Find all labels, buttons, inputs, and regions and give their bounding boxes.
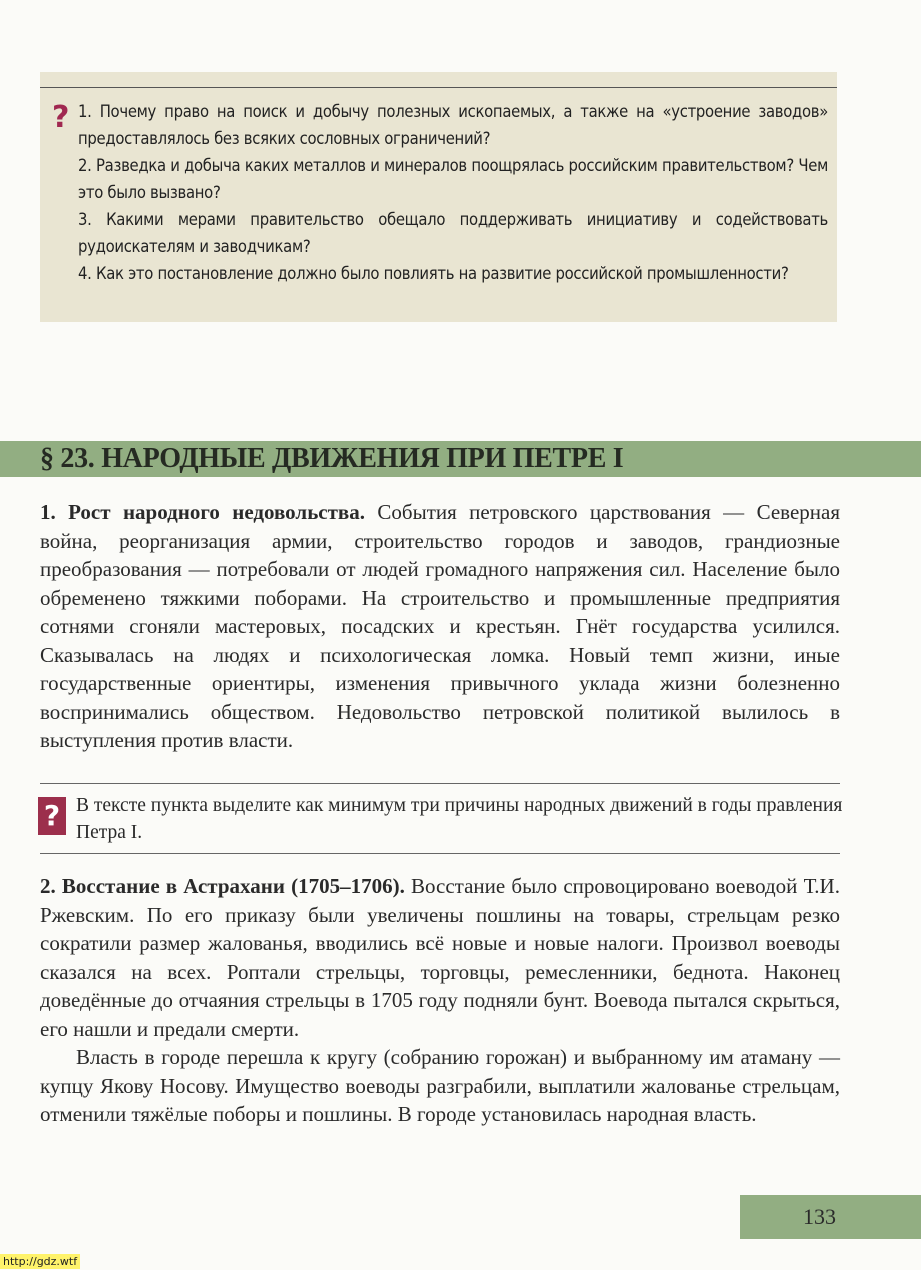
divider (40, 783, 840, 784)
page-number-box (740, 1195, 921, 1239)
question-item: 3. Какими мерами правительство обещало поддерживать инициативу и содействовать рудоискателям и заводчикам? (78, 210, 828, 256)
divider (40, 87, 837, 88)
paragraph-1 (40, 498, 840, 755)
question-item: 4. Как это постановление должно было повлиять на развитие российской промышленности? (78, 264, 789, 283)
paragraph-heading: 1. Рост народного недовольства. (40, 500, 366, 524)
paragraph-2 (40, 872, 840, 1129)
questions-box (40, 72, 837, 322)
page-number: 133 (803, 1204, 836, 1229)
watermark: http://gdz.wtf (0, 1254, 80, 1269)
paragraph-3: Власть в городе перешла к кругу (собранию горожан) и выбранному им атаману — купцу Якову Носову. Имущество воеводы разграбили, выплатили жалованье стрельцам, отменили тяжёлые поборы и пошлины. В городе установилась народная власть. (40, 1045, 840, 1126)
question-mark-icon: ? (38, 797, 66, 835)
task-text: В тексте пункта выделите как минимум три причины народных движений в годы правления Петра I. (76, 795, 843, 843)
section-title: § 23. НАРОДНЫЕ ДВИЖЕНИЯ ПРИ ПЕТРЕ I (40, 443, 624, 474)
question-item: 2. Разведка и добыча каких металлов и минералов поощрялась российским правительством? Чем это было вызвано? (78, 156, 828, 202)
paragraph-heading: 2. Восстание в Астрахани (1705–1706). (40, 874, 405, 898)
section-header-band (0, 441, 921, 477)
paragraph-text: События петровского царствования — Северная война, реорганизация армии, строительство городов и заводов, грандиозные преобразования — потребовали от людей громадного напряжения сил. Население было обременено тяжкими поборами. На строительство и промышленные предприятия сотнями сгоняли мастеровых, посадских и крестьян. Гнёт государства усилился. Сказывалась на людях и психологическая ломка. Новый темп жизни, иные государственные ориентиры, изменения привычного уклада жизни болезненно воспринимались обществом. Недовольство петровской политикой вылилось в выступления против власти. (40, 500, 840, 752)
question-item: 1. Почему право на поиск и добычу полезных ископаемых, а также на «устроение заводов» предоставлялось без всяких сословных ограничений? (78, 102, 828, 148)
paragraph-text: Восстание было спровоцировано воеводой Т.И. Ржевским. По его приказу были увеличены пошлины на товары, стрельцам резко сократили размер жалованья, вводились всё новые и новые налоги. Произвол воеводы сказался на всех. Роптали стрельцы, торговцы, ремесленники, беднота. Наконец доведённые до отчаяния стрельцы в 1705 году подняли бунт. Воевода пытался скрыться, его нашли и предали смерти. (40, 874, 840, 1041)
questions-list (78, 98, 828, 287)
question-mark-icon: ? (52, 100, 70, 135)
divider (40, 853, 840, 854)
